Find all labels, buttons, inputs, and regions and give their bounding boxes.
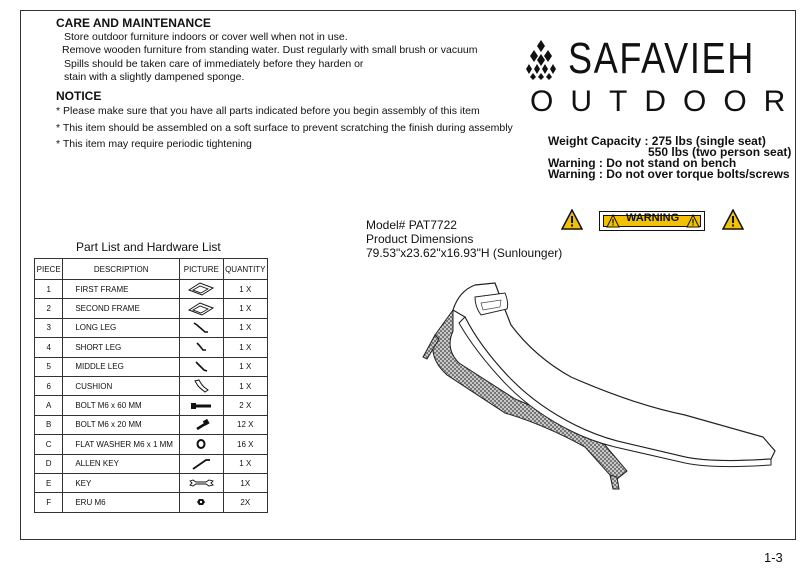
weight-capacity-second: 550 lbs (two person seat) — [648, 145, 792, 159]
notice-line: * Please make sure that you have all parts indicated before you begin assembly of this item — [56, 105, 480, 117]
description-cell: FLAT WASHER M6 x 1 MM — [63, 435, 180, 454]
care-line: Spills should be taken care of immediately before they harden or — [64, 58, 364, 70]
picture-cell — [180, 318, 224, 337]
long-bolt-icon — [186, 398, 216, 414]
frame-panel-icon — [186, 301, 216, 317]
table-row — [35, 338, 268, 357]
picture-cell — [180, 493, 224, 512]
table-row — [35, 473, 268, 492]
parts-header-row — [35, 259, 268, 280]
header-description: DESCRIPTION — [63, 259, 180, 280]
piece-cell: F — [35, 493, 63, 512]
quantity-cell: 1 X — [223, 338, 267, 357]
notice-title: NOTICE — [56, 89, 102, 103]
warning-badge-label: WARNING — [626, 212, 680, 224]
middle-leg-icon — [186, 359, 216, 375]
quantity-cell: 1 X — [223, 280, 267, 299]
piece-cell: 5 — [35, 357, 63, 376]
quantity-cell: 2X — [223, 493, 267, 512]
table-row — [35, 396, 268, 415]
picture-cell — [180, 376, 224, 395]
table-row — [35, 280, 268, 299]
warning-badge — [599, 211, 705, 231]
care-title: CARE AND MAINTENANCE — [56, 16, 211, 30]
description-cell: ALLEN KEY — [63, 454, 180, 473]
piece-cell: 2 — [35, 299, 63, 318]
quantity-cell: 1 X — [223, 376, 267, 395]
table-row — [35, 415, 268, 434]
piece-cell: B — [35, 415, 63, 434]
page-number: 1-3 — [764, 550, 783, 565]
picture-cell — [180, 338, 224, 357]
table-row — [35, 318, 268, 337]
header-picture: PICTURE — [180, 259, 224, 280]
description-cell: CUSHION — [63, 376, 180, 395]
model-number: Model# PAT7722 — [366, 218, 457, 232]
picture-cell — [180, 415, 224, 434]
picture-cell — [180, 435, 224, 454]
header-quantity: QUANTITY — [223, 259, 267, 280]
warning-triangle-icon — [722, 209, 744, 231]
notice-line: * This item should be assembled on a soft surface to prevent scratching the finish during assembly — [56, 122, 513, 134]
allen-key-icon — [186, 456, 216, 472]
description-cell: BOLT M6 x 60 MM — [63, 396, 180, 415]
weight-capacity: Weight Capacity : 275 lbs (single seat) — [548, 134, 766, 148]
piece-cell: C — [35, 435, 63, 454]
dimensions-label: Product Dimensions — [366, 232, 474, 246]
warning-torque: Warning : Do not over torque bolts/screws — [548, 167, 790, 181]
nut-icon — [186, 494, 216, 510]
description-cell: BOLT M6 x 20 MM — [63, 415, 180, 434]
description-cell: MIDDLE LEG — [63, 357, 180, 376]
frame-panel-icon — [186, 281, 216, 297]
quantity-cell: 1 X — [223, 299, 267, 318]
description-cell: SECOND FRAME — [63, 299, 180, 318]
care-line: stain with a slightly dampened sponge. — [64, 71, 245, 83]
piece-cell: 4 — [35, 338, 63, 357]
piece-cell: 1 — [35, 280, 63, 299]
table-row — [35, 376, 268, 395]
piece-cell: 3 — [35, 318, 63, 337]
piece-cell: D — [35, 454, 63, 473]
table-row — [35, 299, 268, 318]
piece-cell: 6 — [35, 376, 63, 395]
care-line: Store outdoor furniture indoors or cover well when not in use. — [64, 31, 348, 43]
picture-cell — [180, 454, 224, 473]
cushion-icon — [186, 378, 216, 394]
parts-table — [34, 258, 268, 513]
picture-cell — [180, 280, 224, 299]
picture-cell — [180, 396, 224, 415]
brand-name: SAFAVIEH — [568, 34, 755, 83]
quantity-cell: 1 X — [223, 454, 267, 473]
care-line: Remove wooden furniture from standing water. Dust regularly with small brush or vacuum — [62, 44, 478, 56]
picture-cell — [180, 357, 224, 376]
notice-line: * This item may require periodic tightening — [56, 138, 252, 150]
header-piece: PIECE — [35, 259, 63, 280]
washer-icon — [186, 436, 216, 452]
description-cell: KEY — [63, 473, 180, 492]
short-bolt-icon — [186, 417, 216, 433]
warning-triangle-icon — [606, 214, 620, 228]
quantity-cell: 12 X — [223, 415, 267, 434]
quantity-cell: 2 X — [223, 396, 267, 415]
quantity-cell: 1X — [223, 473, 267, 492]
description-cell: ERU M6 — [63, 493, 180, 512]
short-leg-icon — [186, 339, 216, 355]
brand-subtitle: OUTDOOR — [530, 85, 803, 118]
picture-cell — [180, 299, 224, 318]
quantity-cell: 16 X — [223, 435, 267, 454]
description-cell: FIRST FRAME — [63, 280, 180, 299]
table-row — [35, 493, 268, 512]
long-leg-icon — [186, 320, 216, 336]
table-row — [35, 357, 268, 376]
description-cell: SHORT LEG — [63, 338, 180, 357]
warning-triangle-icon — [561, 209, 583, 231]
parts-title: Part List and Hardware List — [76, 240, 221, 254]
warning-stand: Warning : Do not stand on bench — [548, 156, 737, 170]
piece-cell: A — [35, 396, 63, 415]
sun-lounger-illustration — [395, 265, 785, 495]
table-row — [35, 454, 268, 473]
picture-cell — [180, 473, 224, 492]
table-row — [35, 435, 268, 454]
warning-triangle-icon — [686, 214, 700, 228]
wrench-icon — [186, 475, 216, 491]
description-cell: LONG LEG — [63, 318, 180, 337]
brand-logo-icon — [526, 40, 556, 80]
dimensions-value: 79.53"x23.62"x16.93"H (Sunlounger) — [366, 246, 563, 260]
quantity-cell: 1 X — [223, 318, 267, 337]
piece-cell: E — [35, 473, 63, 492]
quantity-cell: 1 X — [223, 357, 267, 376]
